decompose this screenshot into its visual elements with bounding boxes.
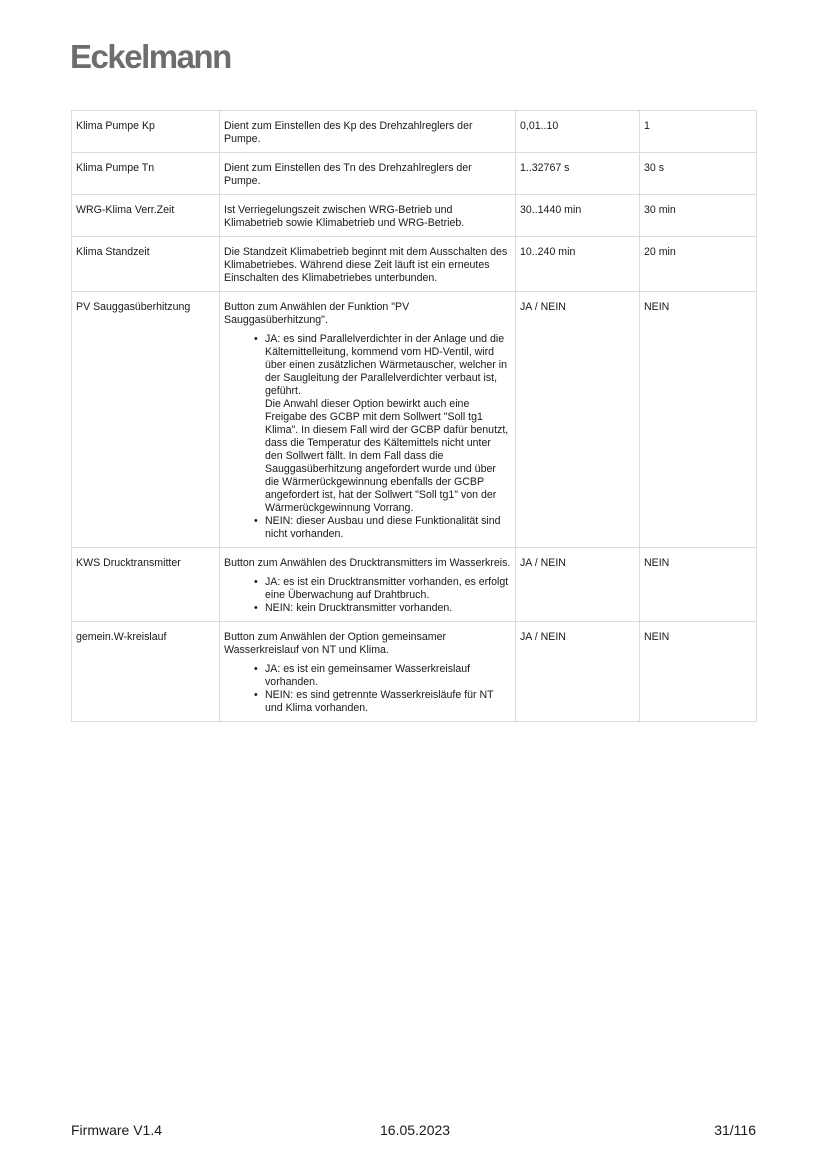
table-row bbox=[72, 237, 757, 292]
param-description-text: Button zum Anwählen der Option gemeinsamer Wasserkreislauf von NT und Klima. bbox=[224, 631, 447, 656]
param-name: Klima Pumpe Tn bbox=[72, 153, 220, 195]
param-name: Klima Pumpe Kp bbox=[72, 111, 220, 153]
param-default: NEIN bbox=[640, 292, 757, 548]
param-default: 30 min bbox=[640, 195, 757, 237]
option-list bbox=[224, 576, 511, 615]
param-default: 20 min bbox=[640, 237, 757, 292]
table-row bbox=[72, 153, 757, 195]
param-range: JA / NEIN bbox=[516, 622, 640, 722]
param-name: WRG-Klima Verr.Zeit bbox=[72, 195, 220, 237]
param-name: Klima Standzeit bbox=[72, 237, 220, 292]
list-item: • NEIN: dieser Ausbau und diese Funktionalität sind nicht vorhanden. bbox=[265, 515, 511, 541]
parameter-table bbox=[71, 110, 757, 722]
param-range: 30..1440 min bbox=[516, 195, 640, 237]
param-name: PV Sauggasüberhitzung bbox=[72, 292, 220, 548]
param-description-text: Button zum Anwählen des Drucktransmitters im Wasserkreis. bbox=[224, 557, 511, 569]
param-name: KWS Drucktransmitter bbox=[72, 548, 220, 622]
param-description-text: Button zum Anwählen der Funktion "PV Sauggasüberhitzung". bbox=[224, 301, 410, 326]
list-item: • NEIN: kein Drucktransmitter vorhanden. bbox=[265, 602, 511, 615]
table-row bbox=[72, 622, 757, 722]
list-item-text: Die Anwahl dieser Option bewirkt auch eine Freigabe des GCBP mit dem Sollwert "Soll tg1 Klima". In diesem Fall wird der GCBP dafür benutzt, dass die Temperatur des Kältemittels nicht unter den Sollwert fällt. In dem Fall dass die Sauggasüberhitzung angefordert wurde und über die Wärmerückgewinnung ebenfalls der GCBP angefordert ist, hat der Sollwert "Soll tg1" von der Wärmerückgewinnung Vorrang. bbox=[265, 398, 509, 514]
param-name: gemein.W-kreislauf bbox=[72, 622, 220, 722]
footer-date: 16.05.2023 bbox=[380, 1122, 451, 1138]
param-range: 10..240 min bbox=[516, 237, 640, 292]
param-description: Ist Verriegelungszeit zwischen WRG-Betrieb und Klimabetrieb sowie Klimabetrieb und WRG-Betrieb. bbox=[220, 195, 516, 237]
option-list bbox=[224, 663, 511, 715]
param-description bbox=[220, 548, 516, 622]
param-description: Die Standzeit Klimabetrieb beginnt mit dem Ausschalten des Klimabetriebes. Während diese Zeit läuft ist ein erneutes Einschalten des Klimabetriebes unterbunden. bbox=[220, 237, 516, 292]
table-row bbox=[72, 111, 757, 153]
option-list bbox=[224, 333, 511, 541]
param-description: Dient zum Einstellen des Kp des Drehzahlreglers der Pumpe. bbox=[220, 111, 516, 153]
list-item: • JA: es ist ein gemeinsamer Wasserkreislauf vorhanden. bbox=[265, 663, 511, 689]
param-description: Dient zum Einstellen des Tn des Drehzahlreglers der Pumpe. bbox=[220, 153, 516, 195]
param-description bbox=[220, 622, 516, 722]
param-default: 30 s bbox=[640, 153, 757, 195]
list-item-text: JA: es sind Parallelverdichter in der Anlage und die Kältemittelleitung, kommend vom HD-Ventil, wird über einen zusätzlichen Wärmetauscher, welcher in der Saugleitung der Parallelverdichter verbaut ist, geführt. bbox=[265, 333, 508, 397]
param-range: JA / NEIN bbox=[516, 292, 640, 548]
param-description bbox=[220, 292, 516, 548]
table-row bbox=[72, 548, 757, 622]
param-range: 0,01..10 bbox=[516, 111, 640, 153]
param-default: NEIN bbox=[640, 622, 757, 722]
footer-page-number: 31/116 bbox=[714, 1122, 756, 1138]
eckelmann-logo: Eckelmann bbox=[70, 38, 231, 75]
param-range: 1..32767 s bbox=[516, 153, 640, 195]
table-row bbox=[72, 292, 757, 548]
param-default: NEIN bbox=[640, 548, 757, 622]
footer-version: Firmware V1.4 bbox=[71, 1122, 163, 1138]
list-item bbox=[265, 333, 511, 515]
param-range: JA / NEIN bbox=[516, 548, 640, 622]
table-row bbox=[72, 195, 757, 237]
list-item: • NEIN: es sind getrennte Wasserkreisläufe für NT und Klima vorhanden. bbox=[265, 689, 511, 715]
param-default: 1 bbox=[640, 111, 757, 153]
list-item: • JA: es ist ein Drucktransmitter vorhanden, es erfolgt eine Überwachung auf Drahtbruch. bbox=[265, 576, 511, 602]
